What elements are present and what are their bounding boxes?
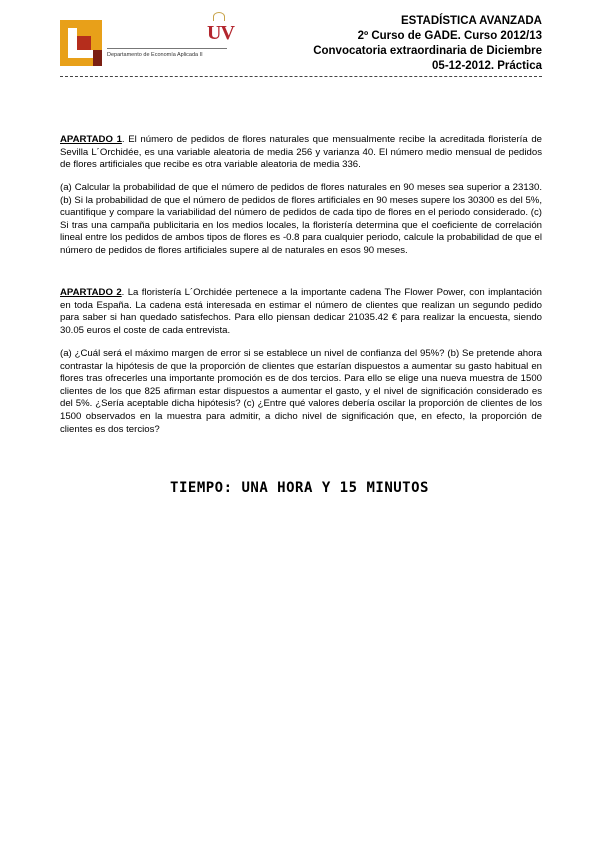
section-1-label: APARTADO 1 <box>60 134 122 145</box>
section-1-questions: (a) Calcular la probabilidad de que el número de pedidos de flores naturales en 90 meses sea superior a 23130. (b) Si la probabilidad de que el número de pedidos de flores artificiales en 90 meses supere los 30300 es del 5%, cuantifique y compare la variabilidad del número de pedidos de cada tipo de flores en el periodo considerado. (c) Si tras una campaña publicitaria en los medios locales, la floristería determina que el coeficiente de correlación lineal entre los pedidos de ambos tipos de flores es -0.8 para cualquier periodo, calcule la probabilidad de que el número de pedidos de flores artificiales supere al de naturales en esos 90 meses. <box>60 182 542 256</box>
time-note: TIEMPO: UNA HORA Y 15 MINUTOS <box>170 480 429 496</box>
university-logo: UV <box>207 22 234 44</box>
header-rule <box>60 76 542 77</box>
section-1-intro-text: . El número de pedidos de flores naturales que mensualmente recibe la acreditada floristería de Sevilla L´Orchidée, es una variable aleatoria de media 256 y varianza 40. El número medio mensual de pedidos de flores artificiales que recibe es otra variable aleatoria de media 336. <box>60 134 542 171</box>
section-2-questions: (a) ¿Cuál será el máximo margen de error si se establece un nivel de confianza del 95%? (b) Se pretende ahora contrastar la hipótesis de que la proporción de clientes que estarían dispuestos a aumentar su gasto habitual en flores tras ofrecerles una importante promoción es de dos tercios. Para ello se elige una nueva muestra de 1500 clientes de los que 825 afirman estar dispuestos a aumentar el gasto, y el nivel de significación considerado es del 5%. ¿Sería aceptable dicha hipótesis? (c) ¿Entre qué valores debería oscilar la proporción de clientes de los 1500 observados en la muestra para admitir, a dicho nivel de significación que, en efecto, la proporción de clientes es dos tercios? <box>60 348 542 435</box>
university-crest-icon <box>213 12 225 21</box>
section-1-intro <box>60 134 542 172</box>
course-line: 2º Curso de GADE. Curso 2012/13 <box>357 30 542 42</box>
section-2-intro-text: . La floristería L´Orchidée pertenece a la importante cadena The Flower Power, con implantación en toda España. La cadena está interesada en estimar el número de clientes que realizan un segundo pedido para saber si han quedado satisfechos. Para ello piensan dedicar 21035.42 € para realizar la encuesta, siendo 30.05 euros el coste de cada entrevista. <box>60 287 542 336</box>
call-line: Convocatoria extraordinaria de Diciembre <box>313 45 542 57</box>
subject-title: ESTADÍSTICA AVANZADA <box>401 15 542 27</box>
department-name: Departamento de Economía Aplicada II <box>107 52 203 58</box>
department-divider <box>107 48 227 49</box>
section-2-label: APARTADO 2 <box>60 287 122 298</box>
exam-header <box>313 14 542 74</box>
section-2-intro <box>60 287 542 337</box>
faculty-logo <box>60 20 102 66</box>
date-line: 05-12-2012. Práctica <box>432 60 542 72</box>
